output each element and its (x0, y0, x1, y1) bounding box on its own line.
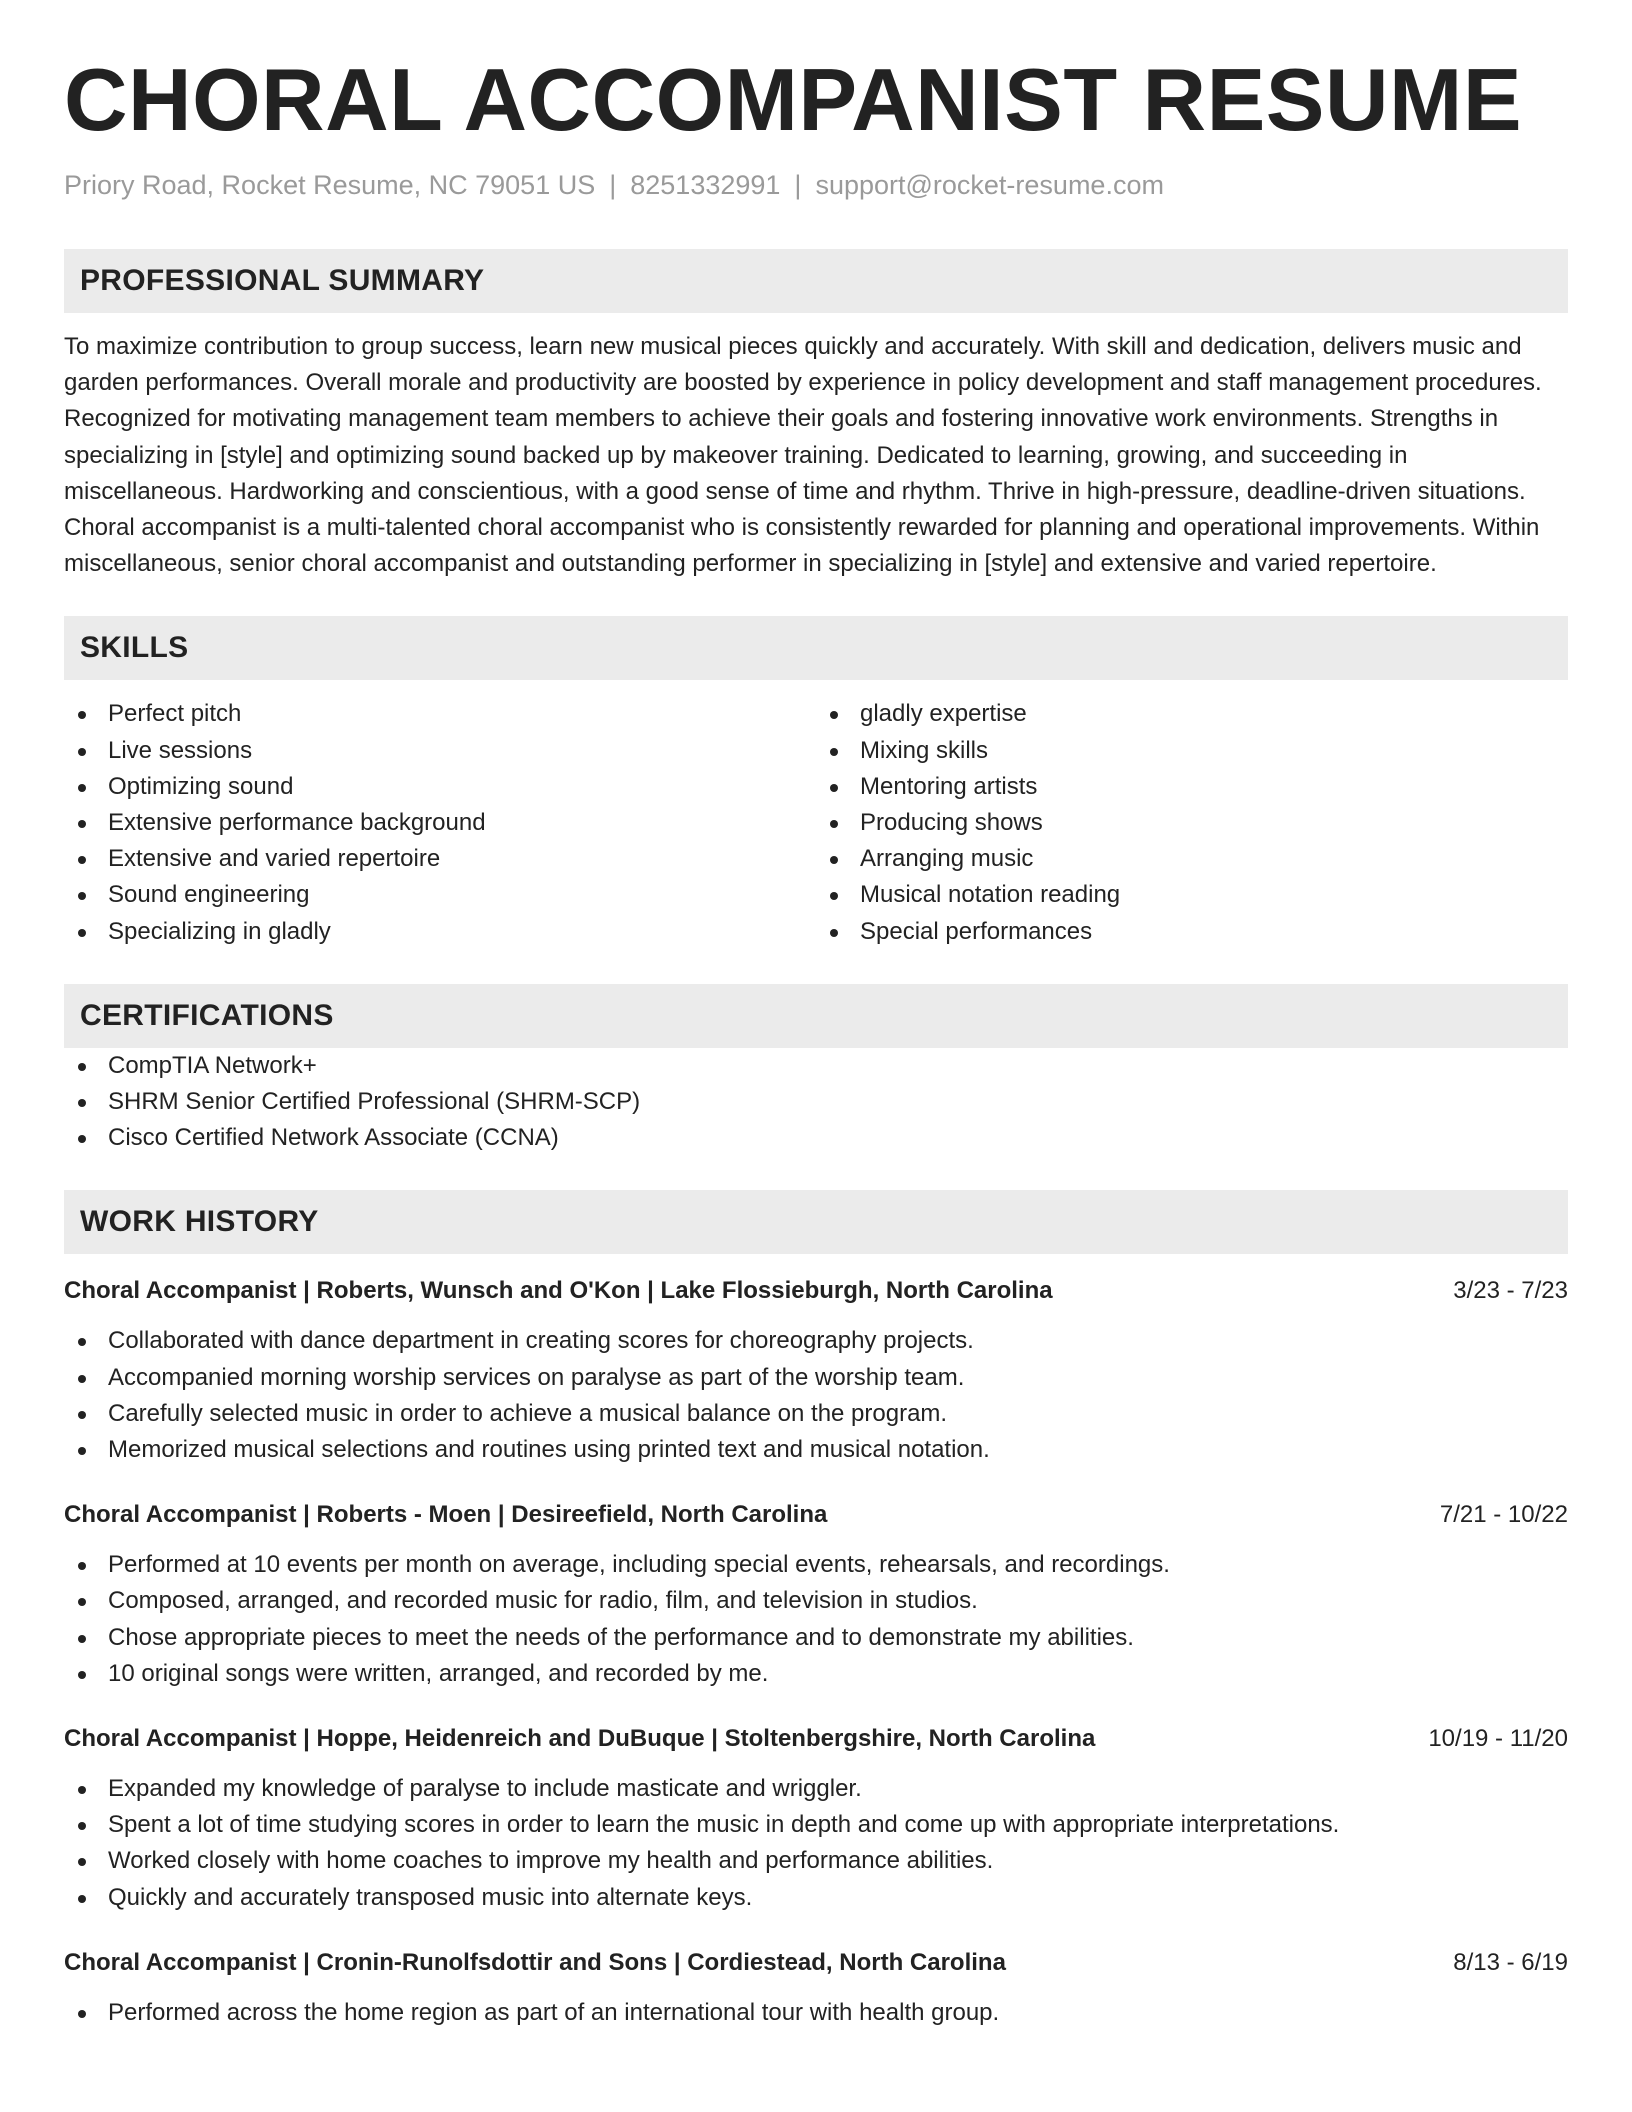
contact-separator: | (609, 170, 617, 200)
contact-phone: 8251332991 (630, 170, 781, 200)
skills-columns (64, 696, 1568, 949)
job-bullet: Carefully selected music in order to achieve a musical balance on the program. (64, 1396, 1568, 1432)
job-bullet: Performed at 10 events per month on average, including special events, rehearsals, and recordings. (64, 1547, 1568, 1583)
job-header (64, 1722, 1568, 1756)
job-date: 7/21 - 10/22 (1439, 1501, 1568, 1529)
job-date: 10/19 - 11/20 (1428, 1725, 1568, 1753)
job-bullet: Expanded my knowledge of paralyse to include masticate and wriggler. (64, 1771, 1568, 1807)
job-bullet: Spent a lot of time studying scores in order to learn the music in depth and come up with appropriate interpretations. (64, 1807, 1568, 1843)
job-bullets (64, 1771, 1568, 1916)
skill-item: Extensive performance background (64, 805, 816, 841)
job-header (64, 1946, 1568, 1980)
skill-item: Sound engineering (64, 877, 816, 913)
certification-item: Cisco Certified Network Associate (CCNA) (64, 1120, 1568, 1156)
job-title: Choral Accompanist | Roberts - Moen | Desireefield, North Carolina (64, 1501, 828, 1529)
job-date: 3/23 - 7/23 (1453, 1277, 1568, 1305)
skills-column-left (64, 696, 816, 949)
job-title: Choral Accompanist | Cronin-Runolfsdottir and Sons | Cordiestead, North Carolina (64, 1948, 1006, 1976)
skill-item: gladly expertise (816, 696, 1568, 732)
job-bullet: Accompanied morning worship services on paralyse as part of the worship team. (64, 1360, 1568, 1396)
job-bullet: Worked closely with home coaches to improve my health and performance abilities. (64, 1843, 1568, 1879)
skills-list-left (64, 696, 816, 949)
job-bullet: Collaborated with dance department in creating scores for choreography projects. (64, 1323, 1568, 1359)
section-heading-skills: SKILLS (64, 616, 1568, 680)
skill-item: Producing shows (816, 805, 1568, 841)
summary-paragraph: To maximize contribution to group success, learn new musical pieces quickly and accurately. With skill and dedication, delivers music and garden performances. Overall morale and productivity are boosted by experience in policy development and staff management procedures. Recognized for motivating management team members to achieve their goals and fostering innovative work environments. Strengths in specializing in [style] and optimizing sound backed up by makeover training. Dedicated to learning, growing, and succeeding in miscellaneous. Hardworking and conscientious, with a good sense of time and rhythm. Thrive in high-pressure, deadline-driven situations. Choral accompanist is a multi-talented choral accompanist who is consistently rewarded for planning and operational improvements. Within miscellaneous, senior choral accompanist and outstanding performer in specializing in [style] and extensive and varied repertoire. (64, 333, 1542, 578)
skill-item: Special performances (816, 914, 1568, 950)
job-header (64, 1274, 1568, 1308)
section-heading-summary: PROFESSIONAL SUMMARY (64, 249, 1568, 313)
contact-separator: | (794, 170, 802, 200)
section-heading-certifications: CERTIFICATIONS (64, 984, 1568, 1048)
skill-item: Musical notation reading (816, 877, 1568, 913)
job-bullet: Quickly and accurately transposed music into alternate keys. (64, 1880, 1568, 1916)
job-entry (64, 1274, 1568, 1468)
skill-item: Arranging music (816, 841, 1568, 877)
contact-address: Priory Road, Rocket Resume, NC 79051 US (64, 170, 596, 200)
job-entry (64, 1946, 1568, 2031)
job-title: Choral Accompanist | Roberts, Wunsch and O'Kon | Lake Flossieburgh, North Carolina (64, 1277, 1053, 1305)
resume-title: CHORAL ACCOMPANIST RESUME (64, 50, 1523, 149)
job-header (64, 1498, 1568, 1532)
job-bullets (64, 1547, 1568, 1692)
skills-list-right (816, 696, 1568, 949)
contact-email: support@rocket-resume.com (815, 170, 1164, 200)
skill-item: Mixing skills (816, 733, 1568, 769)
job-bullet: 10 original songs were written, arranged, and recorded by me. (64, 1656, 1568, 1692)
skill-item: Specializing in gladly (64, 914, 816, 950)
certifications-list (64, 1048, 1568, 1157)
certification-item: CompTIA Network+ (64, 1048, 1568, 1084)
job-title: Choral Accompanist | Hoppe, Heidenreich and DuBuque | Stoltenbergshire, North Carolina (64, 1725, 1096, 1753)
skill-item: Extensive and varied repertoire (64, 841, 816, 877)
skill-item: Live sessions (64, 733, 816, 769)
job-bullets (64, 1995, 1568, 2031)
skill-item: Mentoring artists (816, 769, 1568, 805)
job-entry (64, 1722, 1568, 1916)
skills-column-right (816, 696, 1568, 949)
skill-item: Optimizing sound (64, 769, 816, 805)
skill-item: Perfect pitch (64, 696, 816, 732)
job-bullet: Memorized musical selections and routines using printed text and musical notation. (64, 1432, 1568, 1468)
contact-line (64, 170, 1568, 201)
job-bullet: Performed across the home region as part of an international tour with health group. (64, 1995, 1568, 2031)
job-bullets (64, 1323, 1568, 1468)
section-heading-work-history: WORK HISTORY (64, 1190, 1568, 1254)
job-entry (64, 1498, 1568, 1692)
job-date: 8/13 - 6/19 (1453, 1948, 1568, 1976)
job-bullet: Chose appropriate pieces to meet the needs of the performance and to demonstrate my abilities. (64, 1620, 1568, 1656)
certification-item: SHRM Senior Certified Professional (SHRM-SCP) (64, 1084, 1568, 1120)
job-bullet: Composed, arranged, and recorded music for radio, film, and television in studios. (64, 1583, 1568, 1619)
